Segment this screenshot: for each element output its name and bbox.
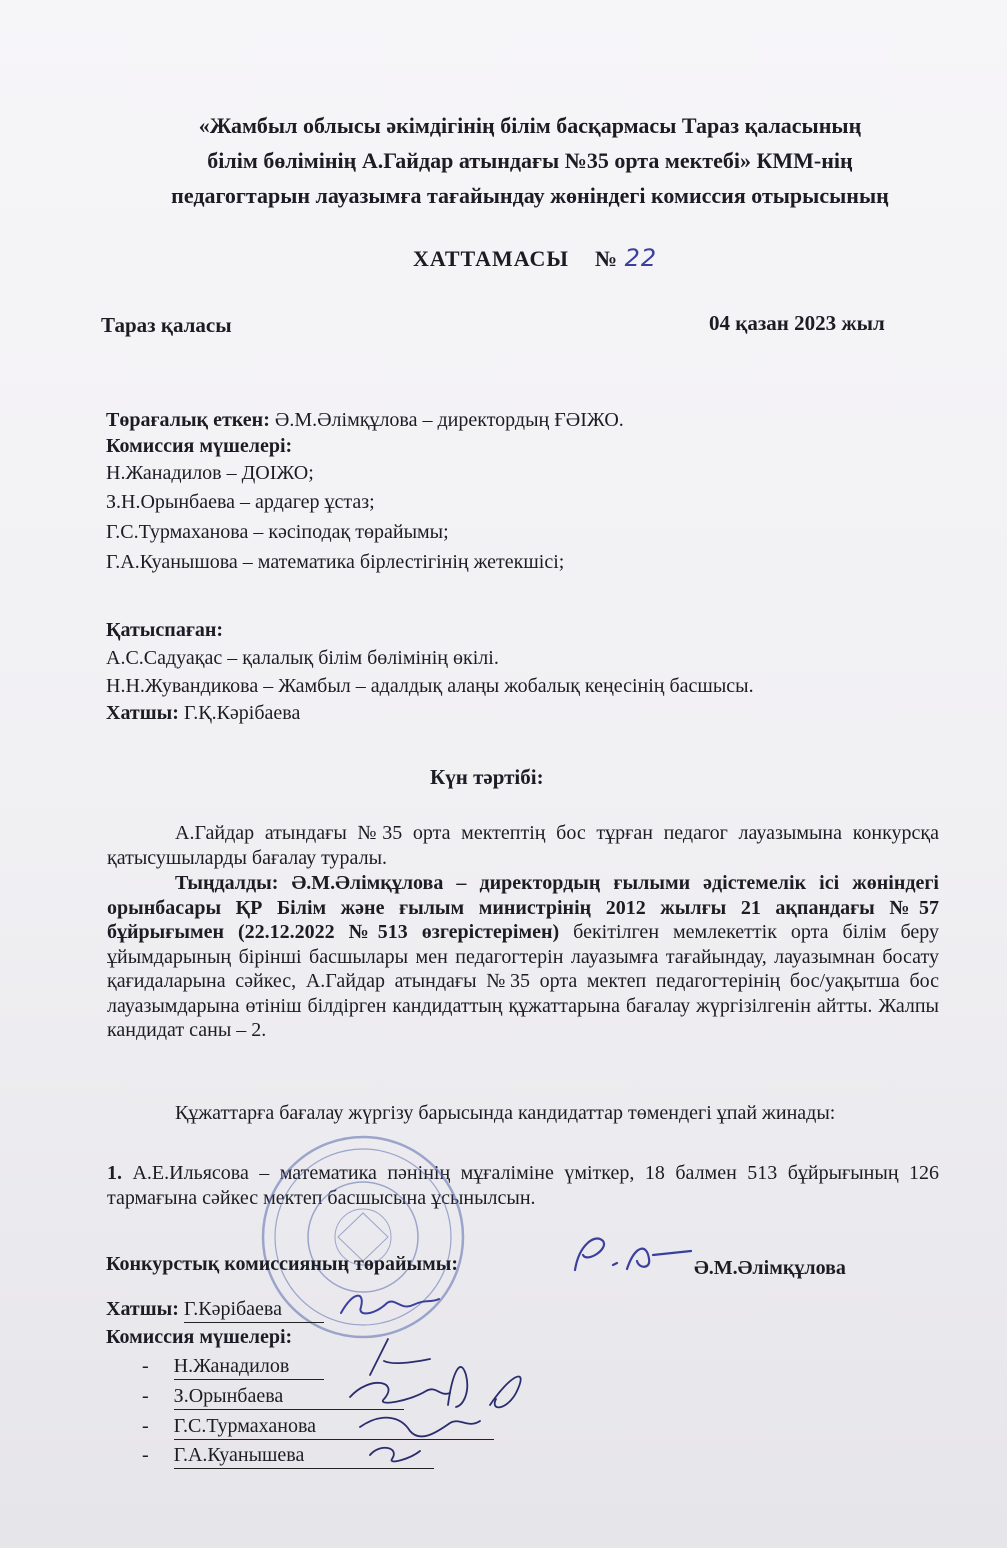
- absent-label: Қатыспаған:: [106, 619, 224, 641]
- list-dash: -: [142, 1415, 149, 1437]
- header-line-3: педагогтарын лауазымға тағайындау жөніндегі комиссия отырысының: [171, 183, 889, 208]
- header-line-1: «Жамбыл облысы әкімдігінің білім басқармасы Тараз қаласының: [198, 113, 862, 138]
- evaluation-intro: Құжаттарға бағалау жүргізу барысында кандидаттар төмендегі ұпай жинады:: [175, 1102, 836, 1124]
- member-item: Г.А.Куанышова – математика бірлестігінің жетекшісі;: [106, 551, 565, 573]
- chair-signature-name: Ә.М.Әлімқұлова: [694, 1257, 846, 1279]
- signature-member-name: Н.Жанадилов: [174, 1353, 324, 1380]
- chair-text: Ә.М.Әлімқұлова – директордың ҒӘІЖО.: [274, 409, 624, 431]
- signature-member-name: Г.С.Турмаханова: [174, 1413, 494, 1440]
- secretary-signature-line: [106, 1296, 324, 1323]
- members-label: Комиссия мүшелері:: [106, 435, 293, 457]
- heard-text: бекітілген мемлекеттік орта білім беру ұйымдарының бірінші басшылары мен педагогтерін лауазымға тағайындау, лауазымнан босату қағидаларына сәйкес, А.Гайдар атындағы №35 орта мектеп педагогтерінің бос/уақытша бос лауазымдарына өтініш білдірген кандидаттың құжаттарына бағалау жүргізілгенін айтты. Жалпы кандидат саны – 2.: [107, 921, 940, 1041]
- member-item: З.Н.Орынбаева – ардагер ұстаз;: [106, 491, 375, 513]
- absent-item: А.С.Садуақас – қалалық білім бөлімінің өкілі.: [106, 647, 499, 669]
- secretary-signature-icon: [335, 1285, 445, 1325]
- chair-signature-icon: [565, 1225, 695, 1285]
- protocol-number-handwritten: 22: [624, 244, 658, 272]
- chair-line: [106, 407, 624, 433]
- heard-paragraph: [107, 871, 939, 1043]
- protocol-number-sign: №: [595, 246, 619, 271]
- document-header: [90, 108, 970, 213]
- member-item: Н.Жанадилов – ДОІЖО;: [106, 462, 314, 484]
- member-item: Г.С.Турмаханова – кәсіподақ төрайымы;: [106, 521, 449, 543]
- list-dash: -: [142, 1444, 149, 1466]
- secretary-signature-label: Хатшы:: [106, 1298, 179, 1320]
- place: Тараз қаласы: [101, 313, 232, 337]
- agenda-text: А.Гайдар атындағы №35 орта мектептің бос тұрған педагог лауазымына конкурсқа қатысушыларды бағалау туралы.: [107, 822, 939, 869]
- signature-member-name: Г.А.Куанышева: [174, 1442, 434, 1469]
- protocol-title: [413, 244, 657, 272]
- evaluation-item-number: 1.: [107, 1162, 122, 1184]
- list-dash: -: [142, 1355, 149, 1377]
- member-signatures-icon: [340, 1335, 540, 1475]
- secretary-signature-name: Г.Кәрібаева: [184, 1296, 324, 1323]
- date: 04 қазан 2023 жыл: [709, 311, 885, 335]
- secretary-label: Хатшы:: [106, 702, 179, 724]
- protocol-title-text: ХАТТАМАСЫ: [413, 246, 570, 271]
- heard-bold-text: Ә.М.Әлімқұлова – директордың ғылыми әдістемелік ісі жөніндегі орынбасары ҚР Білім және ғылым министрінің 2012 жылғы 21 ақпандағы №57 бұйрығымен (22.12.2022 №513 өзгерістерімен): [107, 872, 939, 943]
- chair-label: Төрағалық еткен:: [106, 409, 270, 431]
- signature-member-row: [142, 1353, 324, 1380]
- chair-signature-label: Конкурстық комиссияның төрайымы:: [106, 1253, 459, 1275]
- heard-label: Тыңдалды:: [175, 872, 279, 894]
- signatures-members-label: Комиссия мүшелері:: [106, 1326, 293, 1348]
- evaluation-item-text: А.Е.Ильясова – математика пәнінің мұғаліміне үміткер, 18 балмен 513 бұйрығының 126 тармағына сәйкес мектеп басшысына ұсынылсын.: [107, 1162, 940, 1209]
- secretary-name: Г.Қ.Кәрібаева: [183, 702, 301, 724]
- agenda-title: Күн тәртібі:: [430, 765, 544, 789]
- signature-member-name: З.Орынбаева: [174, 1383, 404, 1410]
- evaluation-item: [107, 1161, 939, 1210]
- list-dash: -: [142, 1385, 149, 1407]
- header-line-2: білім бөлімінің А.Гайдар атындағы №35 орта мектебі» КММ-нің: [207, 148, 853, 173]
- absent-item: Н.Н.Жувандикова – Жамбыл – адалдық алаңы жобалық кеңесінің басшысы.: [106, 675, 754, 697]
- secretary-line: [106, 700, 300, 726]
